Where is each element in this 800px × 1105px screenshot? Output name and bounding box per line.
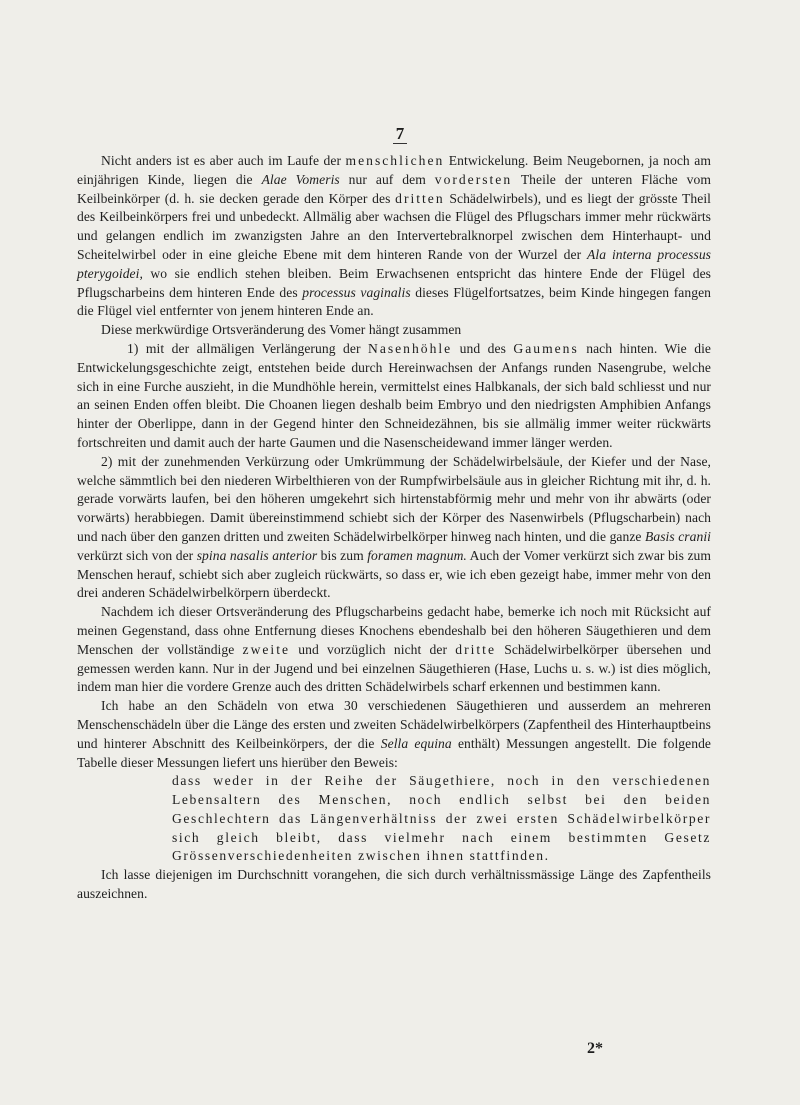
paragraph-item-1: 1) mit der allmäligen Verlängerung der Nasenhöhle und des Gaumens nach hinten. Wie die Entwickelungsgeschichte zeigt, entstehen beide durch Hereinwachsen der Anfangs runden Nasengrube, welche sich in eine Furche auszieht, in die Mundhöhle herein, vermittelst eines Halbkanals, der sich bald schliesst und nur an seinen Enden offen bleibt. Die Choanen liegen deshalb beim Embryo und den niedrigsten Amphibien Anfangs hinter der Oberlippe, dann in der Gegend hinter den Schneidezähnen, bis sie allmälig immer weiter rückwärts fortschreiten und damit auch der harte Gaumen und die Nasenscheidewand immer länger werden.: [77, 340, 711, 450]
page-number: 7: [0, 124, 800, 144]
paragraph: Nachdem ich dieser Ortsveränderung des Pflugscharbeins gedacht habe, bemerke ich noch mit Rücksicht auf meinen Gegenstand, dass ohne Entfernung dieses Knochens ebendeshalb bei den höheren Säugethieren und dem Menschen der vollständige zweite und vorzüglich nicht der dritte Schädelwirbelkörper übersehen und gemessen werden kann. Nur in der Jugend und bei einzelnen Säugethieren (Hase, Luchs u. s. w.) ist dies möglich, indem man hier die vordere Grenze auch des dritten Schädelwirbels scharf erkennen und bestimmen kann.: [77, 604, 711, 695]
block-quote: dass weder in der Reihe der Säugethiere, noch in den verschiedenen Lebensaltern des Menschen, noch endlich selbst bei den beiden Geschlechtern das Längenverhältniss der zwei ersten Schädelwirbelkörper sich gleich bleibt, dass vielmehr nach einem bestimmten Gesetz Grössenverschiedenheiten zwischen ihnen stattfinden.: [172, 773, 711, 864]
paragraph: Ich lasse diejenigen im Durchschnitt vorangehen, die sich durch verhältnissmässige Länge des Zapfentheils auszeichnen.: [77, 867, 711, 902]
signature-mark: 2*: [587, 1040, 603, 1057]
body-text: [77, 152, 711, 904]
paragraph: Nicht anders ist es aber auch im Laufe der menschlichen Entwickelung. Beim Neugebornen, ja noch am einjährigen Kinde, liegen die Alae Vomeris nur auf dem vordersten Theile der unteren Fläche vom Keilbeinkörper (d. h. sie decken gerade den Körper des dritten Schädelwirbels), und es liegt der grösste Theil des Keilbeinkörpers frei und unbedeckt. Allmälig aber wachsen die Flügel des Pflugschars immer mehr rückwärts und gelangen endlich im zwanzigsten Jahre an den Intervertebralknorpel zwischen dem Hinterhaupt- und Scheitelwirbel oder in eine gleiche Ebene mit dem hinteren Rande von der Wurzel der Ala interna processus pterygoidei, wo sie endlich stehen bleiben. Beim Erwachsenen entspricht das hintere Ende der Flügel des Pflugscharbeins dem hinteren Ende des processus vaginalis dieses Flügelfortsatzes, beim Kinde hingegen fangen die Flügel viel entfernter von jenem hinteren Ende an.: [77, 153, 711, 319]
paragraph: Diese merkwürdige Ortsveränderung des Vomer hängt zusammen: [101, 322, 462, 338]
paragraph: Ich habe an den Schädeln von etwa 30 verschiedenen Säugethieren und ausserdem an mehreren Menschenschädeln über die Länge des ersten und zweiten Schädelwirbelkörpers (Zapfentheil des Hinterhauptbeins und hinterer Abschnitt des Keilbeinkörpers, der die Sella equina enthält) Messungen angestellt. Die folgende Tabelle dieser Messungen liefert uns hierüber den Beweis:: [77, 698, 711, 770]
paragraph-item-2: 2) mit der zunehmenden Verkürzung oder Umkrümmung der Schädelwirbelsäule, der Kiefer und der Nase, welche sämmtlich bei den niederen Wirbelthieren von der Rumpfwirbelsäule aus in gleicher Richtung mit ihr, d. h. gerade vorwärts laufen, bei den höheren umgekehrt sich hirtenstabförmig mehr und mehr von ihr abwärts (oder vorwärts) herabbiegen. Damit übereinstimmend schiebt sich der Körper des Nasenwirbels (Pflugscharbein) nach und nach über den ganzen dritten und zweiten Schädelwirbelkörper hinweg nach hinten, und die ganze Basis cranii verkürzt sich von der spina nasalis anterior bis zum foramen magnum. Auch der Vomer verkürzt sich zwar bis zum Menschen herauf, schiebt sich aber zugleich rückwärts, so dass er, wie ich eben gezeigt habe, immer mehr von den drei anderen Schädelwirbelkörpern überdeckt.: [77, 453, 712, 601]
